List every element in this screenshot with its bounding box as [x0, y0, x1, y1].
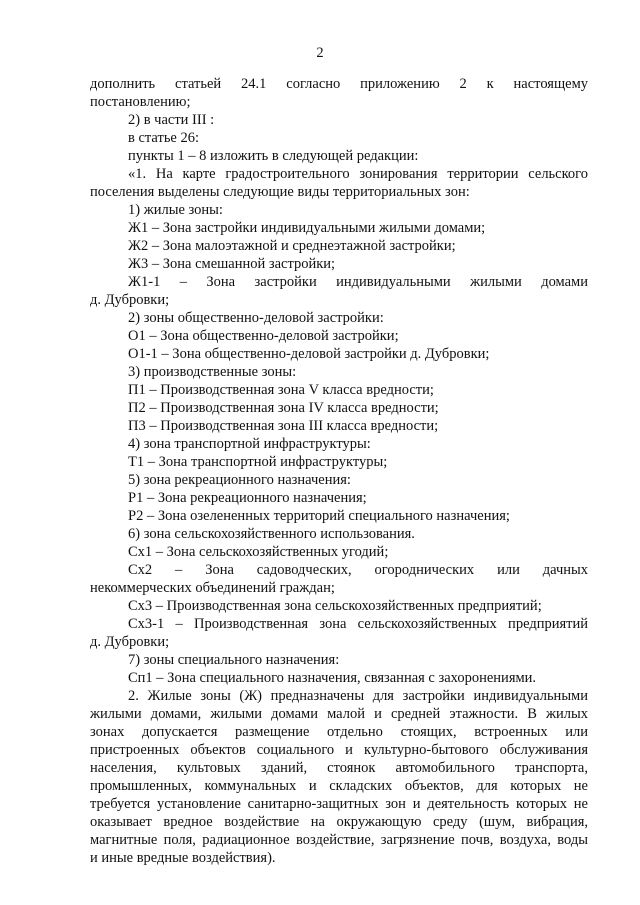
text-line: Ж1 – Зона застройки индивидуальными жилыми домами; — [128, 220, 486, 236]
text-line: д. Дубровки; — [90, 634, 170, 650]
text-line: 2) в части III : — [128, 112, 215, 128]
text-line: дополнить статьей 24.1 согласно приложению 2 к настоящему — [90, 76, 588, 92]
text-line: Ж1-1 – Зона застройки индивидуальными жилыми домами — [128, 274, 588, 290]
text-line: Сп1 – Зона специального назначения, связанная с захоронениями. — [128, 670, 537, 686]
text-line: оказывает вредное воздействие на окружающую среду (шум, вибрация, — [90, 814, 588, 830]
text-line: Ж3 – Зона смешанной застройки; — [128, 256, 336, 272]
text-line: 7) зоны специального назначения: — [128, 652, 340, 668]
text-line: 2) зоны общественно-деловой застройки: — [128, 310, 384, 326]
text-line: Сх3-1 – Производственная зона сельскохозяйственных предприятий — [128, 616, 588, 632]
text-line: жилыми домами, жилыми домами малой и средней этажности. В жилых — [90, 706, 588, 722]
text-line: поселения выделены следующие виды территориальных зон: — [90, 184, 470, 200]
text-line: Сх3 – Производственная зона сельскохозяйственных предприятий; — [128, 598, 542, 614]
text-line: в статье 26: — [128, 130, 200, 146]
text-line: промышленных, коммунальных и складских объектов, для которых не — [90, 778, 588, 794]
page-number: 2 — [316, 45, 324, 61]
text-line: 4) зона транспортной инфраструктуры: — [128, 436, 371, 452]
text-line: требуется установление санитарно-защитных зон и деятельность которых не — [90, 796, 588, 812]
text-line: П2 – Производственная зона IV класса вредности; — [128, 400, 439, 416]
text-line: населения, культовых зданий, стоянок автомобильного транспорта, — [90, 760, 588, 776]
text-line: пристроенных объектов социального и культурно-бытового обслуживания — [90, 742, 588, 758]
text-line: д. Дубровки; — [90, 292, 170, 308]
text-line: Сх1 – Зона сельскохозяйственных угодий; — [128, 544, 389, 560]
text-line: постановлению; — [90, 94, 191, 110]
text-line: и иные вредные воздействия). — [90, 850, 276, 866]
text-line: 2. Жилые зоны (Ж) предназначены для застройки индивидуальными — [128, 688, 588, 704]
text-line: 5) зона рекреационного назначения: — [128, 472, 351, 488]
text-line: пункты 1 – 8 изложить в следующей редакции: — [128, 148, 419, 164]
text-line: Сх2 – Зона садоводческих, огороднических или дачных — [128, 562, 588, 578]
text-line: зонах допускается размещение отдельно стоящих, встроенных или — [90, 724, 588, 740]
text-line: П1 – Производственная зона V класса вредности; — [128, 382, 434, 398]
text-line: магнитные поля, радиационное воздействие, загрязнение почв, воздуха, воды — [90, 832, 588, 848]
text-line: Ж2 – Зона малоэтажной и среднеэтажной застройки; — [128, 238, 456, 254]
text-line: Т1 – Зона транспортной инфраструктуры; — [128, 454, 388, 470]
text-line: 1) жилые зоны: — [128, 202, 223, 218]
text-line: некоммерческих объединений граждан; — [90, 580, 335, 596]
text-line: 6) зона сельскохозяйственного использования. — [128, 526, 415, 542]
text-line: О1 – Зона общественно-деловой застройки; — [128, 328, 399, 344]
text-line: П3 – Производственная зона III класса вредности; — [128, 418, 439, 434]
text-line: О1-1 – Зона общественно-деловой застройки д. Дубровки; — [128, 346, 490, 362]
text-line: Р1 – Зона рекреационного назначения; — [128, 490, 367, 506]
text-line: «1. На карте градостроительного зонирования территории сельского — [128, 166, 588, 182]
text-line: Р2 – Зона озелененных территорий специального назначения; — [128, 508, 510, 524]
text-line: 3) производственные зоны: — [128, 364, 297, 380]
